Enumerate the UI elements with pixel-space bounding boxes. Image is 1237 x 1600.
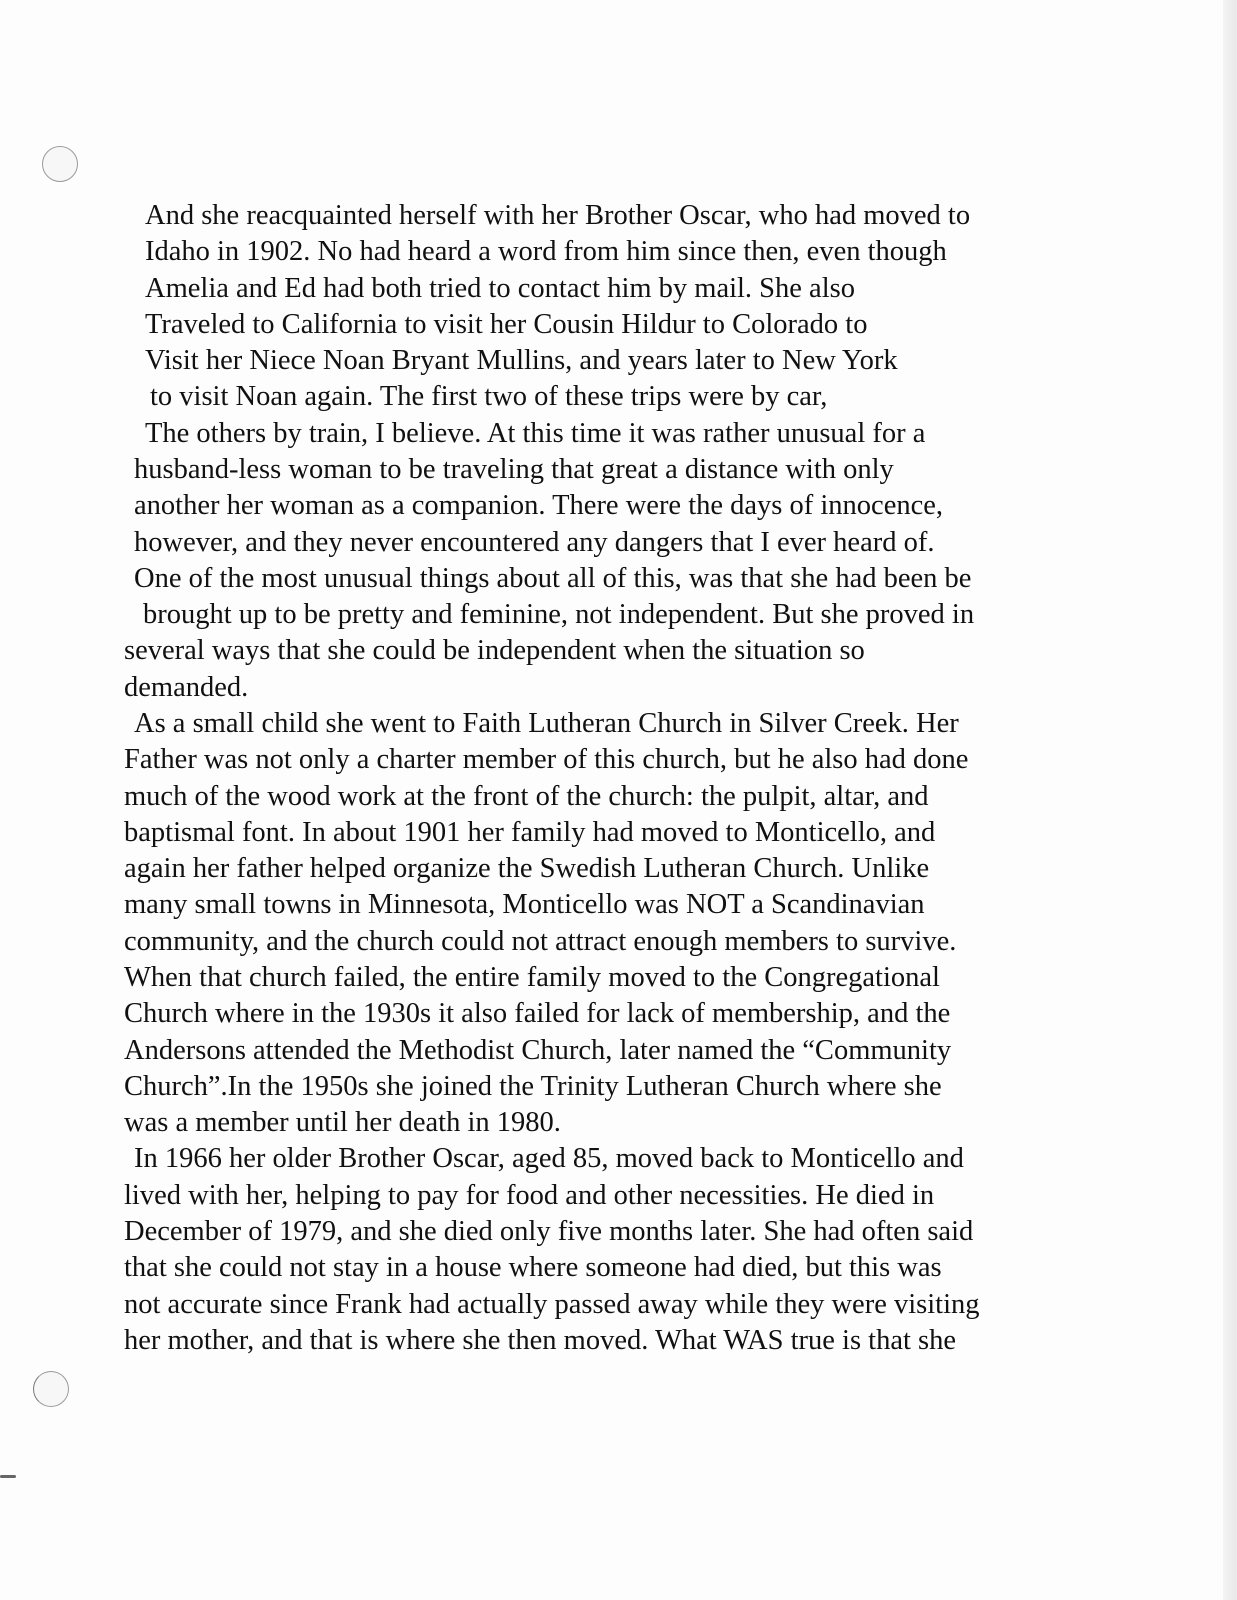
text-line: And she reacquainted herself with her Brother Oscar, who had moved to [145, 200, 971, 231]
text-line: community, and the church could not attract enough members to survive. [124, 926, 957, 957]
text-line: that she could not stay in a house where someone had died, but this was [124, 1252, 942, 1283]
text-line: baptismal font. In about 1901 her family had moved to Monticello, and [124, 817, 936, 848]
text-line: many small towns in Minnesota, Monticello was NOT a Scandinavian [124, 889, 925, 920]
text-line: her mother, and that is where she then moved. What WAS true is that she [124, 1325, 957, 1356]
text-line: December of 1979, and she died only five months later. She had often said [124, 1216, 974, 1247]
text-line: Andersons attended the Methodist Church, later named the “Community [124, 1035, 952, 1066]
text-line: again her father helped organize the Swedish Lutheran Church. Unlike [124, 853, 930, 884]
binder-hole-top [42, 146, 78, 182]
text-line: not accurate since Frank had actually passed away while they were visiting [124, 1289, 980, 1320]
text-line: Amelia and Ed had both tried to contact him by mail. She also [145, 273, 855, 304]
text-line: Father was not only a charter member of this church, but he also had done [124, 744, 969, 775]
text-line: was a member until her death in 1980. [124, 1107, 561, 1138]
text-line: As a small child she went to Faith Lutheran Church in Silver Creek. Her [134, 708, 959, 739]
page-edge-shadow [1223, 0, 1237, 1600]
text-line: several ways that she could be independent when the situation so [124, 635, 865, 666]
text-line: brought up to be pretty and feminine, not independent. But she proved in [143, 599, 975, 630]
text-line: Idaho in 1902. No had heard a word from him since then, even though [145, 236, 947, 267]
text-line: In 1966 her older Brother Oscar, aged 85, moved back to Monticello and [134, 1143, 964, 1174]
text-line: husband-less woman to be traveling that great a distance with only [134, 454, 894, 485]
text-line: When that church failed, the entire family moved to the Congregational [124, 962, 940, 993]
text-line: demanded. [124, 672, 249, 703]
text-line: Traveled to California to visit her Cousin Hildur to Colorado to [145, 309, 868, 340]
text-line: to visit Noan again. The first two of these trips were by car, [150, 381, 828, 412]
text-line: much of the wood work at the front of the church: the pulpit, altar, and [124, 781, 929, 812]
text-line: The others by train, I believe. At this time it was rather unusual for a [145, 418, 926, 449]
text-line: lived with her, helping to pay for food and other necessities. He died in [124, 1180, 935, 1211]
text-line: One of the most unusual things about all of this, was that she had been be [134, 563, 972, 594]
text-line: another her woman as a companion. There were the days of innocence, [134, 490, 944, 521]
text-line: Church where in the 1930s it also failed for lack of membership, and the [124, 998, 951, 1029]
text-line: however, and they never encountered any dangers that I ever heard of. [134, 527, 935, 558]
binder-hole-bottom [33, 1371, 69, 1407]
scan-speck [0, 1475, 16, 1478]
text-line: Visit her Niece Noan Bryant Mullins, and years later to New York [145, 345, 898, 376]
text-line: Church”.In the 1950s she joined the Trinity Lutheran Church where she [124, 1071, 942, 1102]
